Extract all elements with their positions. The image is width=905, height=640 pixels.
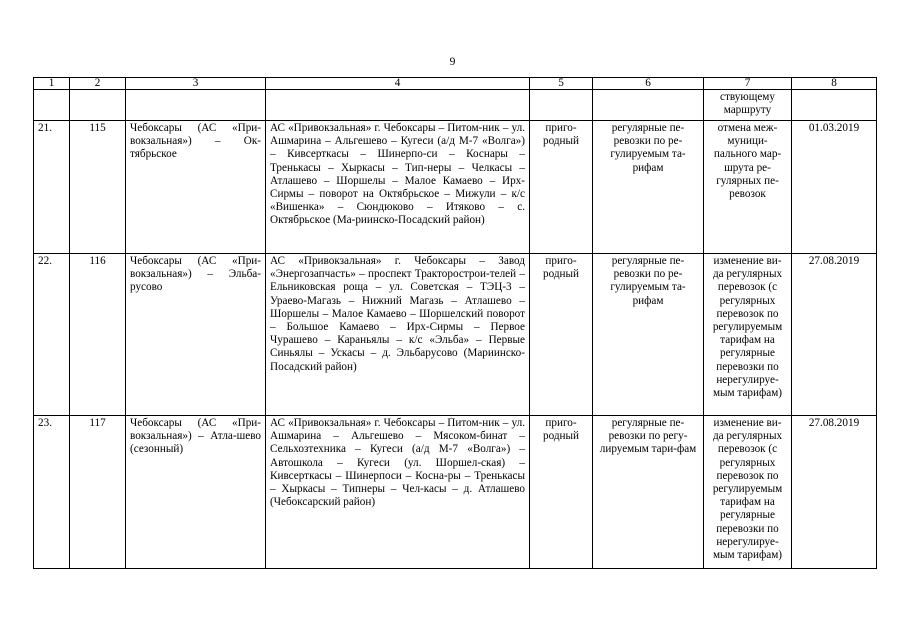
route-path: АС «Привокзальная» г. Чебоксары – Завод «Энергозапчасть» – проспект Тракторострои-телей – Ельниковская роща – ул. Советская – ТЭЦ-3 – Ураево-Магазь – Нижний Магазь – Атлашево – Шоршелы – Малое Камаево – Шоршелский поворот – Большое Камаево – Ирх-Сирмы – Первое Чурашево – Караньялы – к/с «Эльба» – Первые Синьялы – Ускасы – д. Эльбарусово (Мариинско-Посадский район) [266, 254, 530, 416]
route-type: приго-родный [530, 121, 593, 254]
transport-type: регулярные пе-ревозки по ре-гулируемым та-рифам [593, 121, 704, 254]
route-number: 117 [70, 416, 126, 569]
column-number: 1 [34, 78, 70, 90]
column-number: 6 [593, 78, 704, 90]
row-number: 22. [34, 254, 70, 416]
change-date: 01.03.2019 [792, 121, 877, 254]
route-name: Чебоксары (АС «При-вокзальная») – Атла-шево (сезонный) [126, 416, 266, 569]
table-row [34, 121, 877, 254]
route-name: Чебоксары (АС «При-вокзальная») – Эльба-русово [126, 254, 266, 416]
route-number: 115 [70, 121, 126, 254]
change-description: отмена меж- муници- пального мар- шрута ре- гулярных пе- ревозок [704, 121, 792, 254]
continuation-row [34, 90, 877, 121]
route-path: АС «Привокзальная» г. Чебоксары – Питом-ник – ул. Ашмарина – Альгешево – Кугеси (а/д М-7 «Волга») – Кивсерткасы – Шинерпо-си – Коснары – Тренькасы – Хыркасы – Тип-неры – Челкасы – Атлашево – Шоршелы – Малое Камаево – Ирх-Сирмы – поворот на Октябрьское – Мижули – к/с «Вишенка» – Сюндюково – Итяково – с. Октябрьское (Ма-риинско-Посадский район) [266, 121, 530, 254]
page-number: 9 [449, 56, 456, 68]
table-row [34, 254, 877, 416]
change-description: изменение ви- да регулярных перевозок (с регулярных перевозок по регулируемым тарифам на регулярные перевозки по нерегулируе- мым тарифам) [704, 416, 792, 569]
column-number-row [34, 78, 877, 90]
route-type: приго-родный [530, 254, 593, 416]
change-description: изменение ви- да регулярных перевозок (с регулярных перевозок по регулируемым тарифам на регулярные перевозки по нерегулируе- мым тарифам) [704, 254, 792, 416]
column-number: 8 [792, 78, 877, 90]
transport-type: регулярные пе-ревозки по ре-гулируемым та-рифам [593, 254, 704, 416]
route-registry-table [33, 77, 877, 569]
column-number: 3 [126, 78, 266, 90]
route-name: Чебоксары (АС «При-вокзальная») – Ок-тябрьское [126, 121, 266, 254]
column-number: 4 [266, 78, 530, 90]
column-number: 7 [704, 78, 792, 90]
column-number: 2 [70, 78, 126, 90]
row-number: 23. [34, 416, 70, 569]
continuation-change-cell: ствующему маршруту [704, 90, 792, 121]
row-number: 21. [34, 121, 70, 254]
column-number: 5 [530, 78, 593, 90]
table-row [34, 416, 877, 569]
change-date: 27.08.2019 [792, 254, 877, 416]
route-number: 116 [70, 254, 126, 416]
change-date: 27.08.2019 [792, 416, 877, 569]
route-type: приго-родный [530, 416, 593, 569]
transport-type: регулярные пе-ревозки по регу-лируемым тари-фам [593, 416, 704, 569]
route-path: АС «Привокзальная» г. Чебоксары – Питом-ник – ул. Ашмарина – Альгешево – Мясоком-бинат – Сельхозтехника – Кугеси (а/д М-7 «Волга») – Автошкола – Кугеси (ул. Шоршел-ская) – Кивсерткасы – Шинерпоси – Косна-ры – Тренькасы – Хыркасы – Типнеры – Чел-касы – д. Атлашево (Чебоксарский район) [266, 416, 530, 569]
